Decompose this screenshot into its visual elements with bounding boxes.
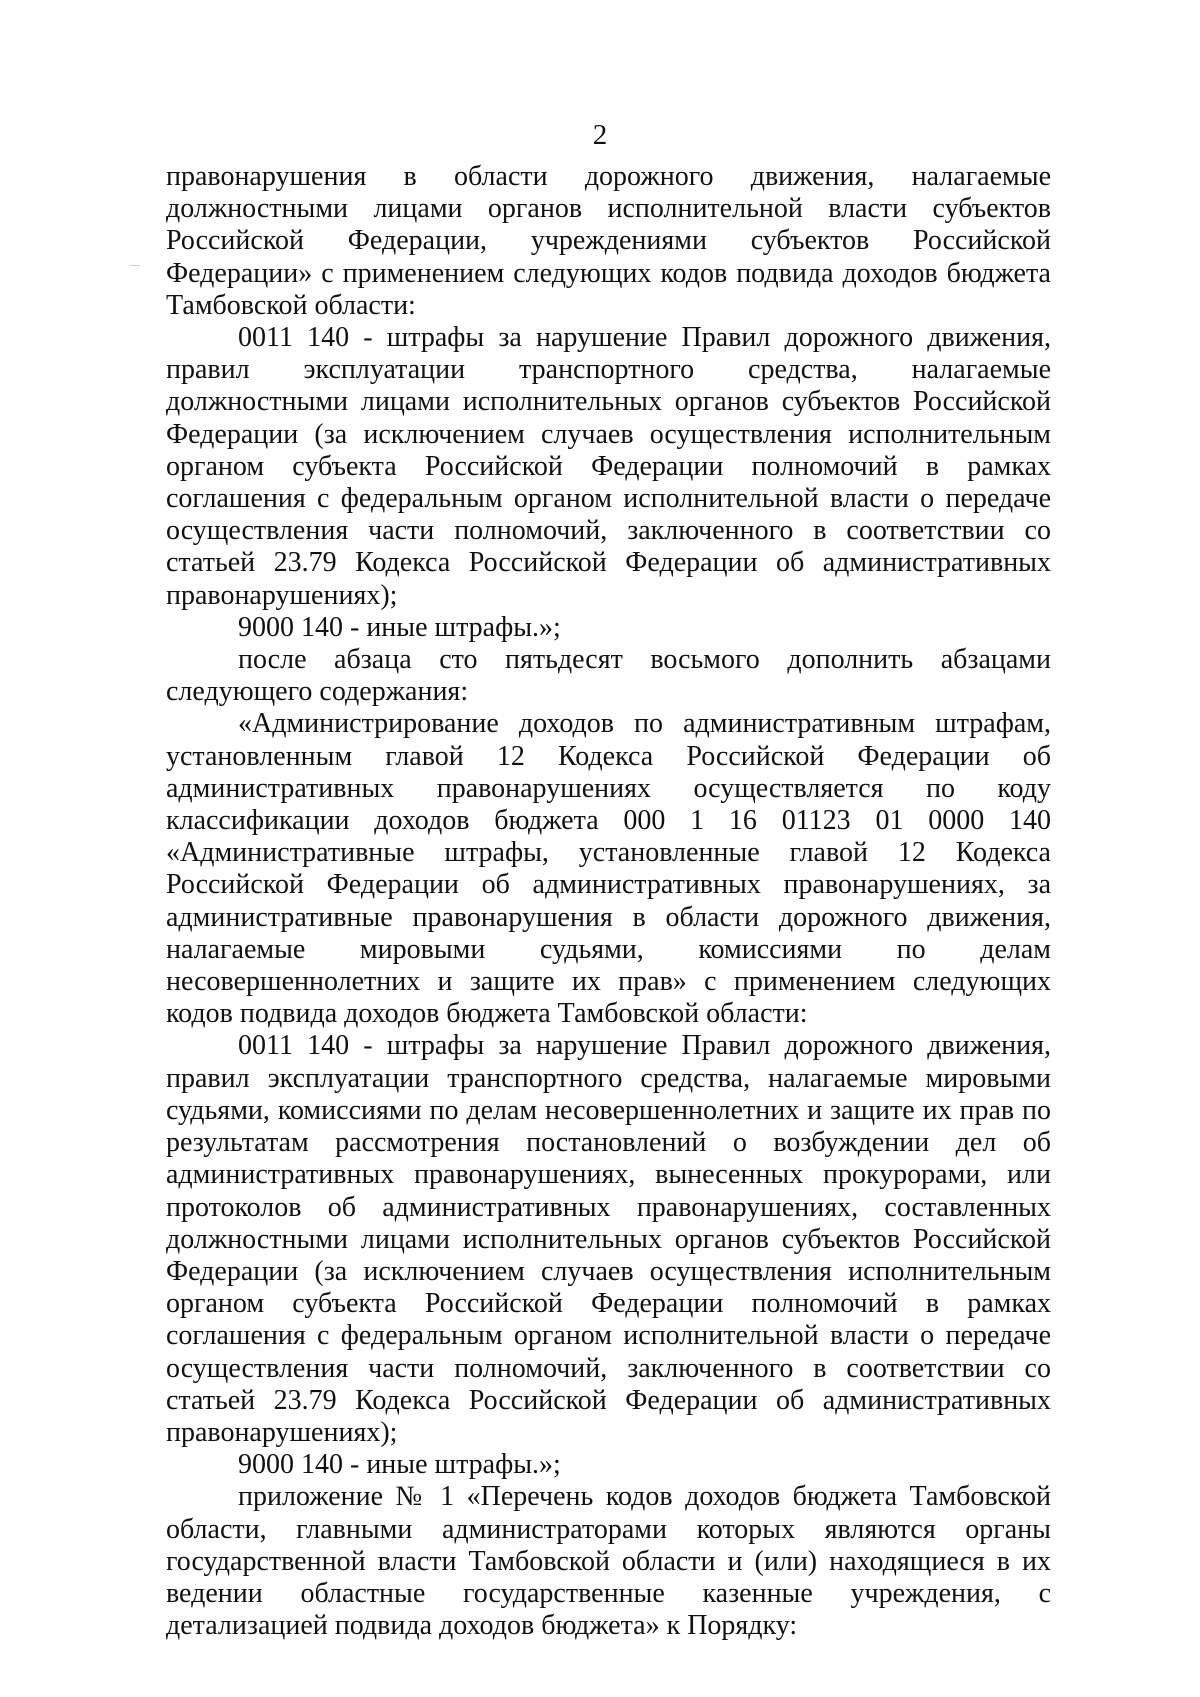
page-number: 2 (592, 119, 608, 151)
paragraph-code-0011-first: 0011 140 - штрафы за нарушение Правил дорожного движения, правил эксплуатации транспортного средства, налагаемые должностными лицами исполнительных органов субъектов Российской Федерации (за исключением случаев осуществления исполнительным органом субъекта Российской Федерации полномочий в рамках соглашения с федеральным органом исполнительной власти о передаче осуществления части полномочий, заключенного в соответствии со статьей 23.79 Кодекса Российской Федерации об административных правонарушениях); (166, 322, 1051, 611)
paragraph-amendment-instruction: после абзаца сто пятьдесят восьмого дополнить абзацами следующего содержания: (166, 644, 1051, 708)
paragraph-administration-text: «Администрирование доходов по административным штрафам, установленным главой 12 Кодекса Российской Федерации об административных правонарушениях осуществляется по коду классификации доходов бюджета 000 1 16 01123 01 0000 140 «Административные штрафы, установленные главой 12 Кодекса Российской Федерации об административных правонарушениях, за административные правонарушения в области дорожного движения, налагаемые мировыми судьями, комиссиями по делам несовершеннолетних и защите их прав» с применением следующих кодов подвида доходов бюджета Тамбовской области: (166, 708, 1051, 1030)
paragraph-code-9000-first: 9000 140 - иные штрафы.»; (238, 611, 561, 643)
document-body (166, 161, 1051, 1642)
margin-mark (130, 265, 140, 266)
paragraph-appendix-reference: приложение № 1 «Перечень кодов доходов бюджета Тамбовской области, главными администраторами которых являются органы государственной власти Тамбовской области и (или) находящиеся в их ведении областные государственные казенные учреждения, с детализацией подвида доходов бюджета» к Порядку: (166, 1481, 1051, 1642)
paragraph-code-0011-second: 0011 140 - штрафы за нарушение Правил дорожного движения, правил эксплуатации транспортного средства, налагаемые мировыми судьями, комиссиями по делам несовершеннолетних и защите их прав по результатам рассмотрения постановлений о возбуждении дел об административных правонарушениях, вынесенных прокурорами, или протоколов об административных правонарушениях, составленных должностными лицами исполнительных органов субъектов Российской Федерации (за исключением случаев осуществления исполнительным органом субъекта Российской Федерации полномочий в рамках соглашения с федеральным органом исполнительной власти о передаче осуществления части полномочий, заключенного в соответствии со статьей 23.79 Кодекса Российской Федерации об административных правонарушениях); (166, 1030, 1051, 1448)
paragraph-code-9000-second: 9000 140 - иные штрафы.»; (238, 1449, 561, 1481)
paragraph-continuation: правонарушения в области дорожного движения, налагаемые должностными лицами органов исполнительной власти субъектов Российской Федерации, учреждениями субъектов Российской Федерации» с применением следующих кодов подвида доходов бюджета Тамбовской области: (166, 161, 1051, 321)
